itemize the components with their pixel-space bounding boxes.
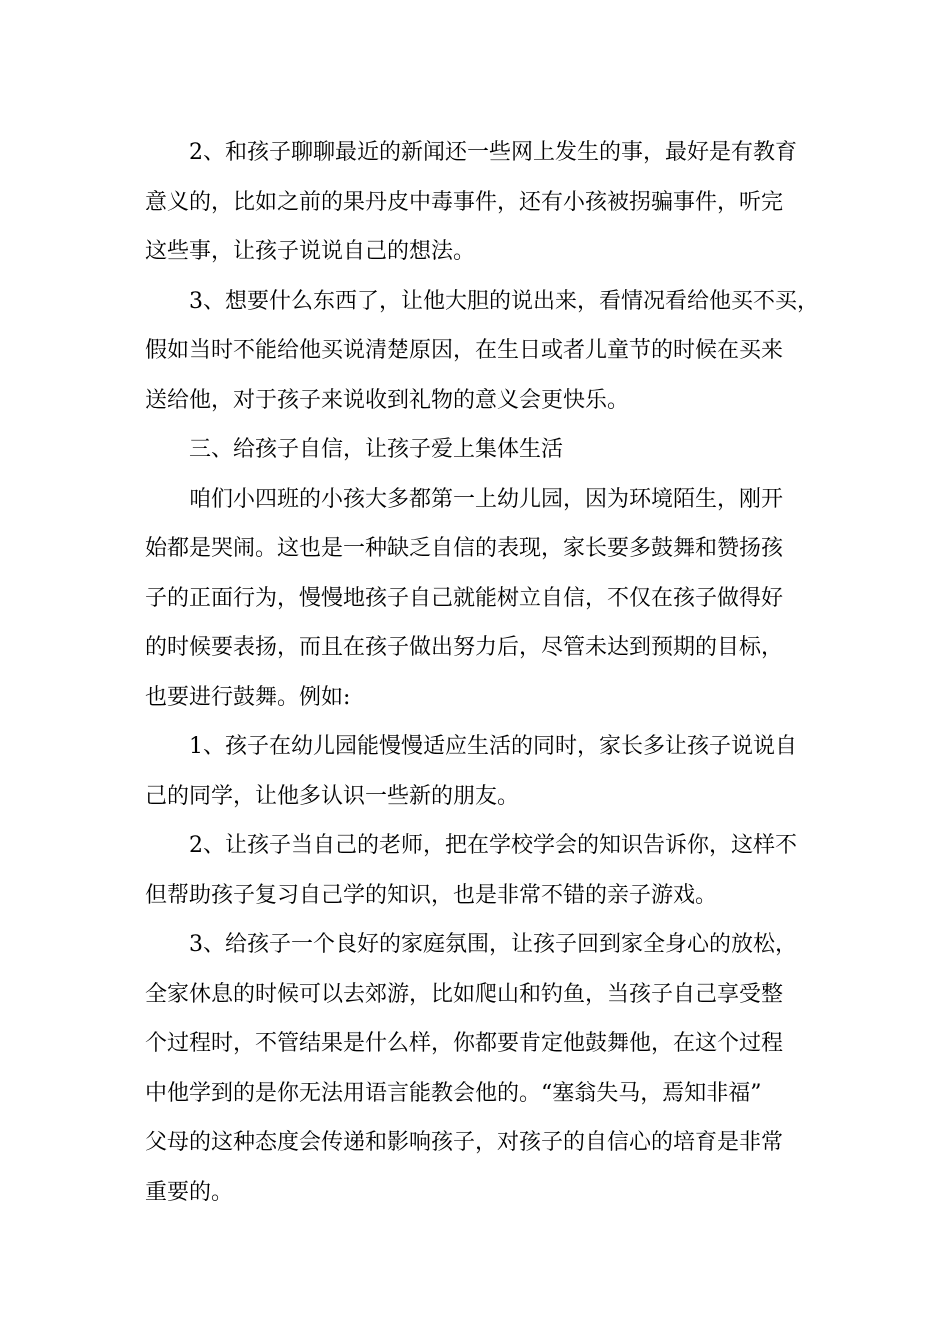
text-line: 3、想要什么东西了，让他大胆的说出来，看情况看给他买不买， [189, 288, 819, 314]
text-line: 但帮助孩子复习自己学的知识，也是非常不错的亲子游戏。 [145, 882, 718, 908]
paragraph [145, 425, 825, 475]
paragraph [145, 821, 825, 920]
text-line: 送给他，对于孩子来说收到礼物的意义会更快乐。 [145, 387, 630, 413]
text-line: 2、让孩子当自己的老师，把在学校学会的知识告诉你，这样不 [189, 833, 797, 858]
text-line: 中他学到的是你无法用语言能教会他的。“塞翁失马，焉知非福” [145, 1080, 762, 1106]
paragraph [145, 128, 825, 277]
text-line: 意义的，比如之前的果丹皮中毒事件，还有小孩被拐骗事件，听完 [145, 189, 784, 215]
text-line: 咱们小四班的小孩大多都第一上幼儿园，因为环境陌生，刚开 [189, 486, 784, 512]
text-line: 的时候要表扬，而且在孩子做出努力后，尽管未达到预期的目标， [145, 635, 784, 660]
paragraph [145, 475, 825, 723]
document-body [145, 128, 825, 1217]
text-line: 始都是哭闹。这也是一种缺乏自信的表现，家长要多鼓舞和赞扬孩 [145, 536, 784, 561]
paragraph [145, 277, 825, 426]
text-line: 假如当时不能给他买说清楚原因，在生日或者儿童节的时候在买来 [145, 338, 784, 363]
paragraph [145, 722, 825, 821]
text-line: 己的同学，让他多认识一些新的朋友。 [145, 783, 520, 809]
paragraph [145, 920, 825, 1217]
text-line: 个过程时，不管结果是什么样，你都要肯定他鼓舞他，在这个过程 [145, 1031, 784, 1056]
text-line: 这些事，让孩子说说自己的想法。 [145, 239, 476, 264]
text-line: 3、给孩子一个良好的家庭氛围，让孩子回到家全身心的放松， [189, 932, 797, 957]
text-line: 全家休息的时候可以去郊游，比如爬山和钓鱼，当孩子自己享受整 [145, 981, 784, 1007]
text-line: 2、和孩子聊聊最近的新闻还一些网上发生的事，最好是有教育 [189, 140, 797, 165]
text-line: 也要进行鼓舞。例如: [145, 684, 351, 710]
text-line: 父母的这种态度会传递和影响孩子，对孩子的自信心的培育是非常 [145, 1130, 784, 1155]
text-line: 重要的。 [145, 1179, 234, 1205]
text-line: 子的正面行为，慢慢地孩子自己就能树立自信，不仅在孩子做得好 [145, 585, 784, 611]
text-line: 1、孩子在幼儿园能慢慢适应生活的同时，家长多让孩子说说自 [189, 734, 797, 759]
text-line: 三、给孩子自信，让孩子爱上集体生活 [189, 437, 564, 462]
